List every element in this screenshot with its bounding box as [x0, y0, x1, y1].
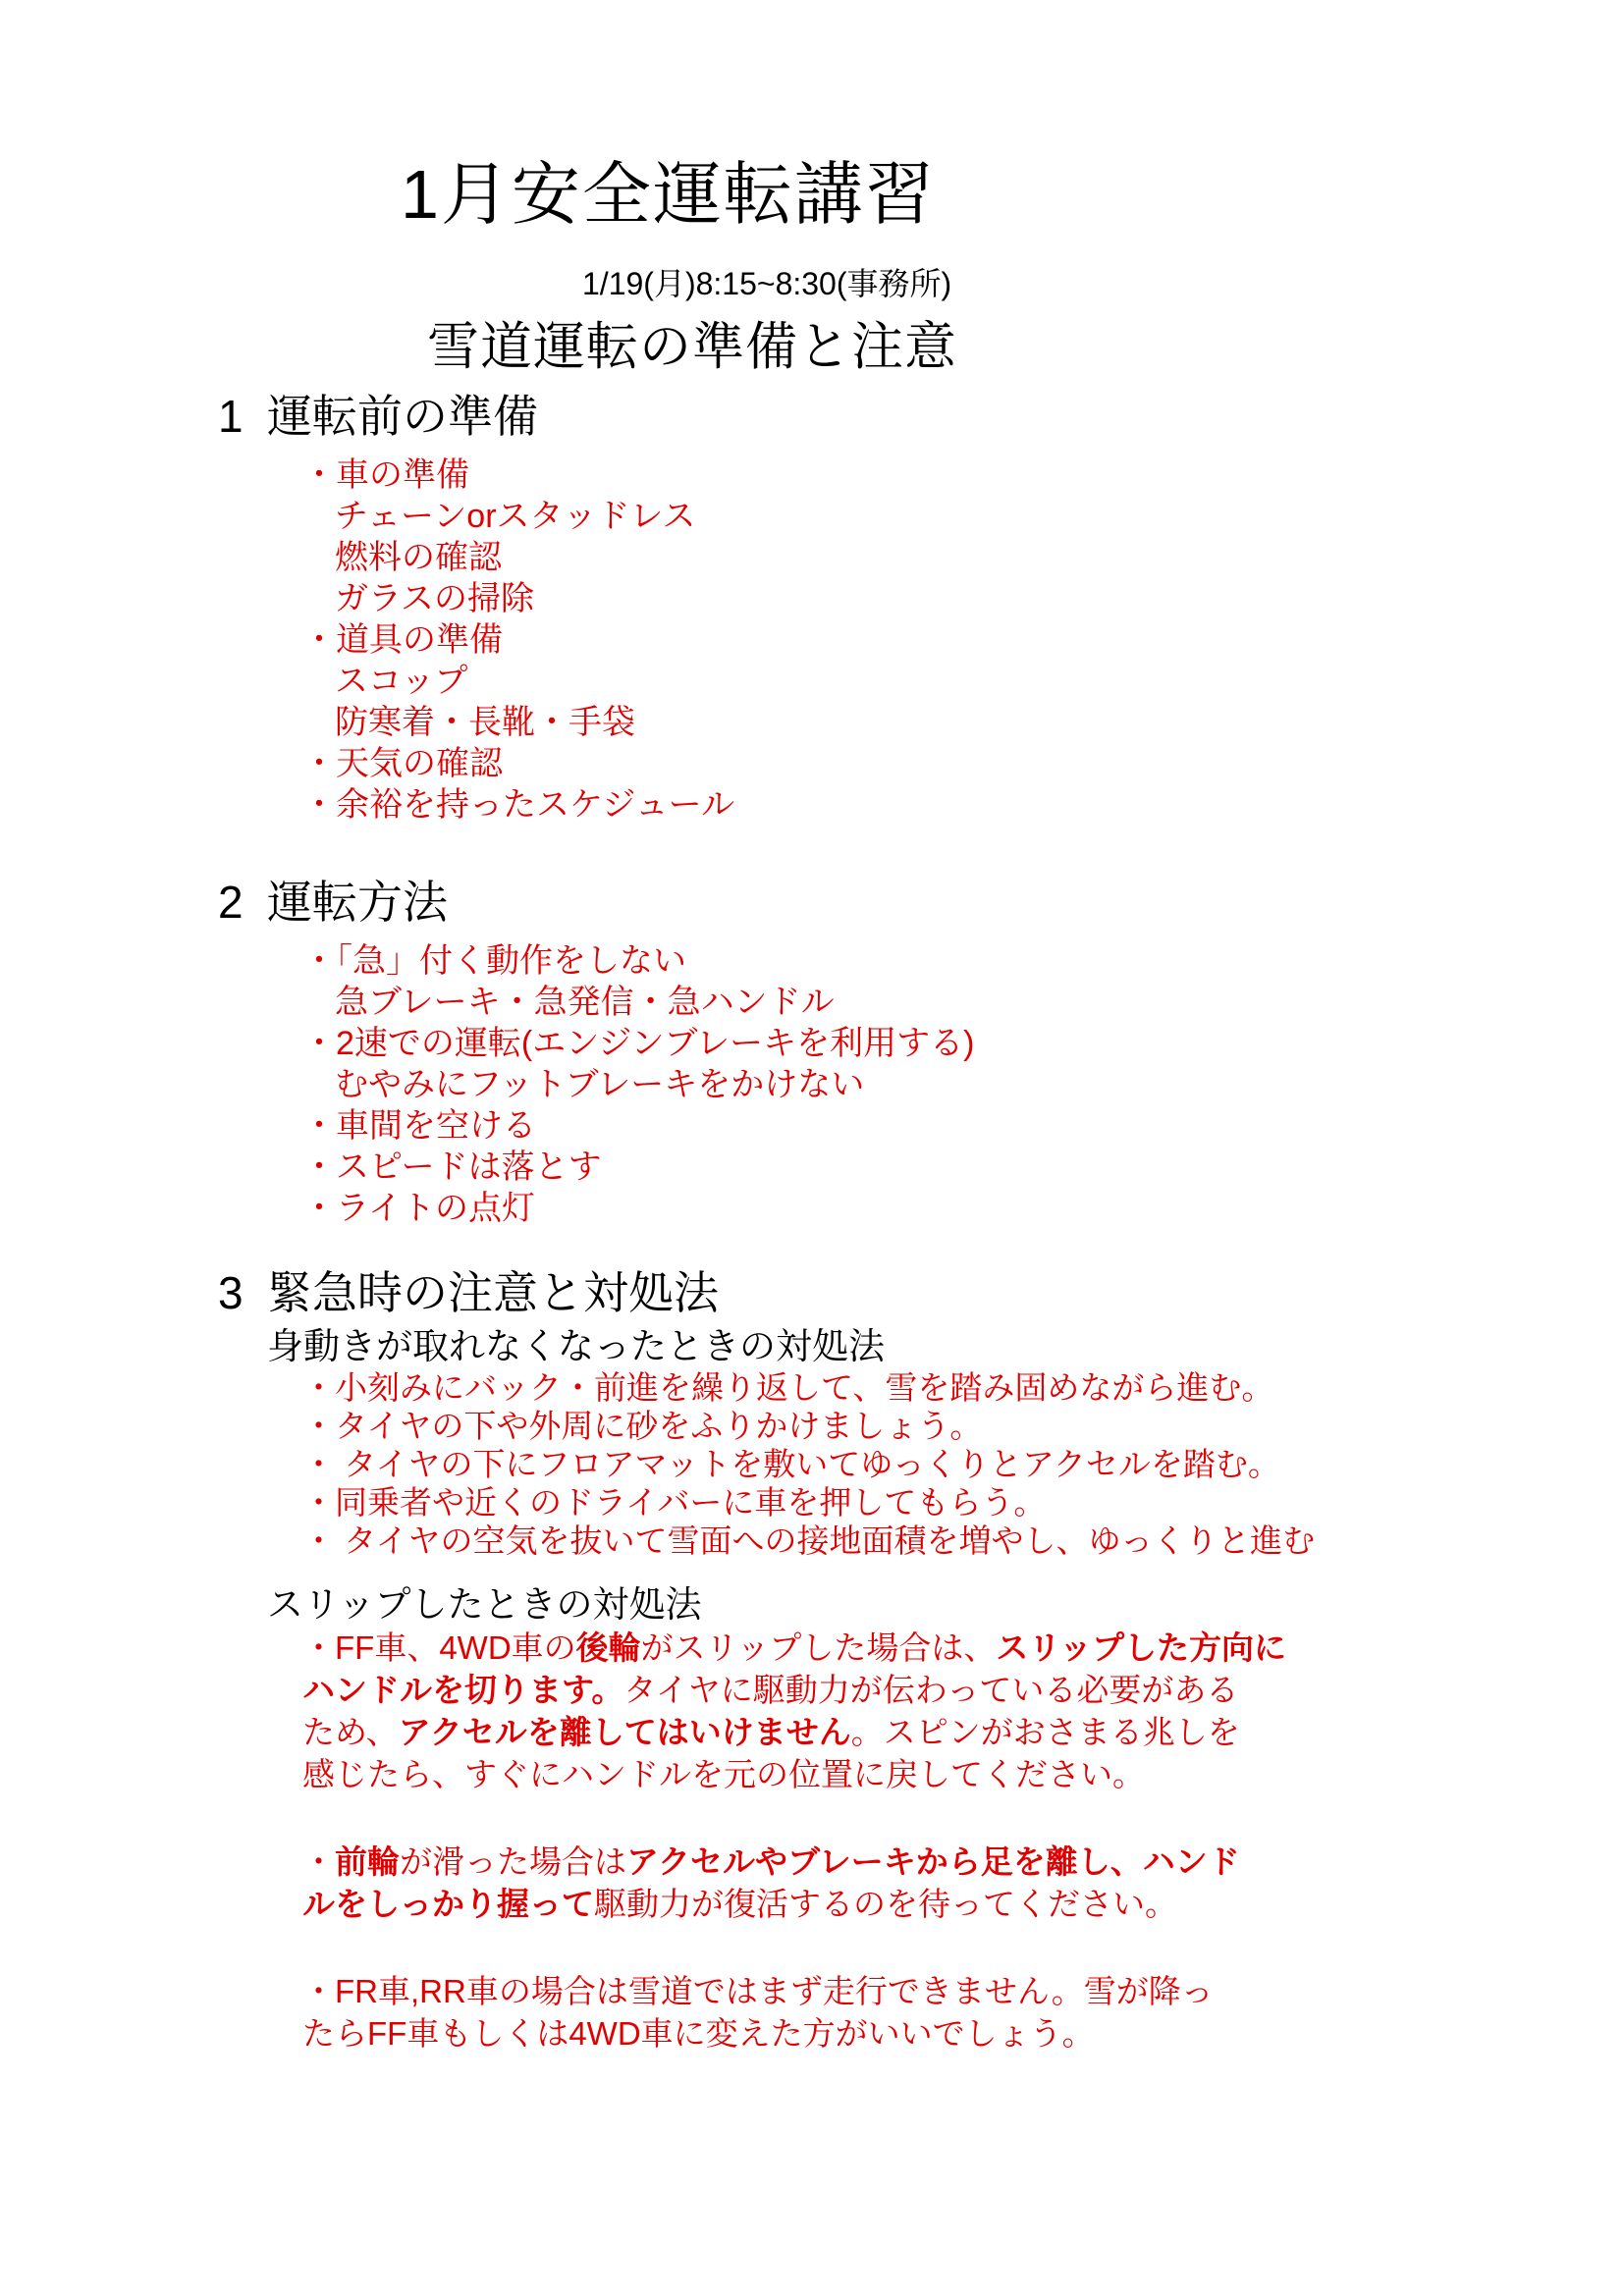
section-1 [0, 391, 1624, 826]
list-item [0, 784, 1624, 826]
text-line [302, 1669, 1624, 1711]
text-line [302, 1753, 1624, 1795]
text-segment: 感じたら、すぐにハンドルを元の位置に戻してください。 [302, 1755, 1145, 1792]
text-segment: ・同乗者や近くのドライバーに車を押してもらう。 [302, 1483, 1047, 1521]
list-item [0, 1147, 1624, 1188]
section-heading [0, 877, 1624, 929]
text-segment: アクセルやブレーキから足を離し、ハンド [626, 1842, 1240, 1880]
subsection-heading: 身動きが取れなくなったときの対処法 [267, 1325, 885, 1366]
text-segment: ・車の準備 [302, 455, 469, 494]
text-segment: 急ブレーキ・急発信・急ハンドル [335, 983, 835, 1021]
text-segment: タイヤに駆動力が伝わっている必要がある [623, 1671, 1239, 1708]
text-line [302, 2012, 1624, 2055]
text-segment: ・2速での運転(エンジンブレーキを利用する) [302, 1024, 975, 1062]
text-segment: ・車間を空ける [302, 1106, 536, 1145]
section-2 [0, 877, 1624, 1229]
bullet-list [0, 1368, 1624, 1560]
list-item [0, 982, 1624, 1023]
text-segment: ガラスの掃除 [335, 579, 534, 617]
text-segment: ため、 [302, 1713, 399, 1750]
text-segment: ・「急」付く動作をしない [302, 941, 686, 980]
list-item [0, 537, 1624, 578]
item-list [0, 940, 1624, 1229]
section-title: 運転前の準備 [267, 391, 538, 442]
section-title: 運転方法 [267, 877, 448, 928]
text-segment: 防寒着・長靴・手袋 [335, 703, 635, 741]
list-item [0, 1064, 1624, 1105]
section-heading [0, 1267, 1624, 1319]
text-segment: 燃料の確認 [335, 538, 502, 576]
text-segment: スリップした方向に [996, 1629, 1287, 1666]
text-line [302, 1483, 1624, 1522]
section-title: 緊急時の注意と対処法 [267, 1267, 719, 1318]
text-segment: ・天気の確認 [302, 744, 503, 782]
text-segment: 駆動力が復活するのを待ってください。 [594, 1885, 1177, 1922]
text-segment: スコップ [335, 662, 468, 700]
text-segment: ・タイヤの下や外周に砂をふりかけましょう。 [302, 1407, 983, 1444]
list-item [0, 454, 1624, 496]
text-segment: 。スピンがおさまる兆しを [850, 1713, 1240, 1750]
text-segment: たらFF車もしくは4WD車に変えた方がいいでしょう。 [302, 2014, 1095, 2052]
section-number: 2 [218, 877, 244, 928]
section-heading [0, 391, 1624, 443]
text-segment: ・ [302, 1842, 335, 1880]
list-item [0, 661, 1624, 702]
text-segment: ・道具の準備 [302, 620, 503, 659]
text-segment: ・FR車,RR車の場合は雪道ではまず走行できません。雪が降っ [302, 1972, 1214, 2009]
text-segment: ・ タイヤの下にフロアマットを敷いてゆっくりとアクセルを踏む。 [302, 1445, 1280, 1482]
text-segment: チェーンorスタッドレス [335, 497, 696, 535]
text-segment: 後輪 [575, 1629, 641, 1666]
text-line [302, 1883, 1624, 1925]
list-item [0, 619, 1624, 661]
item-list [0, 454, 1624, 826]
section-number: 1 [218, 391, 244, 442]
list-item [0, 743, 1624, 784]
text-line [302, 1841, 1624, 1883]
text-segment: 前輪 [335, 1842, 400, 1880]
text-segment: ハンドルを切ります。 [302, 1671, 624, 1708]
text-segment: ・FF車、4WD車の [302, 1629, 576, 1666]
text-segment: ・ライトの点灯 [302, 1189, 535, 1227]
text-segment: が滑った場合は [400, 1842, 626, 1880]
text-line [302, 1368, 1624, 1407]
text-segment: ・スピードは落とす [302, 1148, 602, 1186]
text-segment: がスリップした場合は、 [640, 1629, 997, 1666]
list-item [0, 578, 1624, 619]
paragraph [0, 1841, 1624, 1925]
list-item [0, 702, 1624, 743]
text-line [302, 1522, 1624, 1560]
section-3 [0, 1267, 1624, 2055]
text-segment: ルをしっかり握って [302, 1885, 594, 1922]
list-item [0, 1188, 1624, 1229]
text-line [302, 1711, 1624, 1753]
subsection-heading: スリップしたときの対処法 [267, 1583, 702, 1625]
page-title: 1月安全運転講習 [401, 156, 936, 233]
list-item [0, 496, 1624, 537]
schedule-line: 1/19(月)8:15~8:30(事務所) [582, 266, 952, 301]
text-segment: アクセルを離してはいけません [398, 1713, 851, 1750]
text-segment: ・小刻みにバック・前進を繰り返して、雪を踏み固めながら進む。 [302, 1368, 1274, 1406]
list-item [0, 1023, 1624, 1064]
list-item [0, 1105, 1624, 1147]
text-line [302, 1627, 1624, 1669]
paragraph [0, 1970, 1624, 2055]
page-subtitle: 雪道運転の準備と注意 [427, 318, 957, 376]
text-line [302, 1970, 1624, 2012]
text-segment: むやみにフットブレーキをかけない [335, 1065, 865, 1103]
section-number: 3 [218, 1267, 244, 1318]
text-line [302, 1407, 1624, 1445]
text-line [302, 1445, 1624, 1483]
text-segment: ・ タイヤの空気を抜いて雪面への接地面積を増やし、ゆっくりと進む [302, 1522, 1316, 1559]
text-segment: ・余裕を持ったスケジュール [302, 785, 734, 824]
list-item [0, 940, 1624, 982]
paragraph [0, 1627, 1624, 1795]
